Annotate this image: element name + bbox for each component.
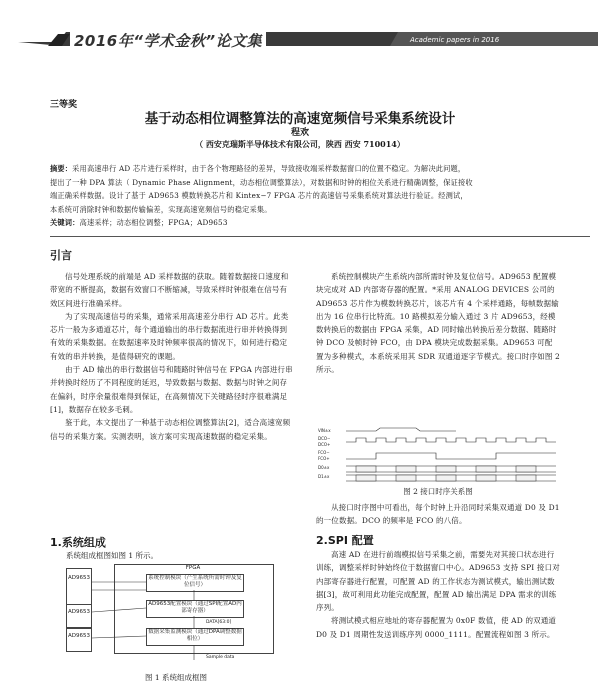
timing-label: FCO+ [318, 456, 330, 461]
paragraph: 为了实现高速信号的采集，通常采用高速差分串行 AD 芯片。此类芯片一般为多通道芯片，每个通道输出的串行数据流进行串并转换得到有效的采集数据。在数据速率及时钟频率很高的情况下，如何进行稳定有效的串并转换，是值得研究的课题。 [50, 311, 289, 361]
paragraph: 从接口时序图中可看出，每个时钟上升沿同时采集双通道 D0 及 D1 的一位数据。DCO 的频率是 FCO 的八倍。 [316, 503, 560, 526]
section1-text: 系统组成框图如图 1 所示。 [66, 551, 159, 560]
adc-block: AD9653 [66, 604, 92, 628]
affiliation: （ 西安克瑞斯半导体技术有限公司，陕西 西安 710014） [195, 139, 405, 149]
data-acquisition-block: 数据采集监测模块（通过DPA调整数据相位） [146, 628, 244, 646]
divider [50, 236, 590, 237]
right-column-text [316, 270, 560, 376]
output-label: Sample data [206, 655, 235, 660]
journal-subtitle: Academic papers in 2016 [410, 36, 500, 44]
author: 程欢 [290, 128, 309, 138]
paragraph: 由于 AD 输出的串行数据信号和随路时钟信号在 FPGA 内部进行串并转换时经历了不同程度的延迟，导致数据与数据、数据与时钟之间存在偏斜，时序余量很难得到保证，在高频情况下关键路径时序很难满足[1]，数据存在较多毛刺。 [50, 365, 293, 414]
abstract-line: 本系统可消除时钟和数据传输偏差，实现高速宽频信号的稳定采集。 [50, 204, 272, 214]
abstract-line: 摘要：采用高速串行 AD 芯片进行采样时，由于各个物理路径的差异，导致接收端采样数据窗口的位置不稳定。为解决此问题， [50, 164, 466, 173]
paragraph: 将测试模式相应地址的寄存器配置为 0x0F 数值，使 AD 的双通道 D0 及 D1 周期性发送训练序列 0000_1111。配置流程如图 3 所示。 [316, 616, 557, 639]
paragraph: 系统控制模块产生系统内部所需时钟及复位信号。AD9653 配置模块完成对 AD 内部寄存器的配置。*采用 ANALOG DEVICES 公司的 AD9653 芯片作为模数转换芯片，该芯片有 4 个采样通路，每帧数据输出为 16 位串行比特流。10 路模拟差分输入通过 3 片 AD9653，经模数转换后的数据由 FPGA 采集，AD 同时输出转换后差分数据、随路时钟 DCO 及帧时钟 FCO，由 DPA 模块完成数据采集。AD9653 可配置为多种模式，本系统采用其 SDR 双通道逐字节模式。接口时序如图 2 所示。 [316, 272, 560, 375]
intro-heading: 引言 [50, 249, 72, 262]
paragraph: 鉴于此，本文提出了一种基于动态相位调整算法[2]，适合高速宽频信号的采集方案。实测表明，该方案可实现高速数据的稳定采集。 [50, 418, 291, 441]
keywords: 关键词：高速采样；动态相位调整；FPGA；AD9653 [50, 218, 228, 228]
adc-block: AD9653 [66, 568, 92, 606]
section2-heading: 2.SPI 配置 [316, 534, 374, 547]
intro-body [50, 270, 294, 443]
keywords-label: 关键词： [50, 218, 80, 228]
award-label: 三等奖 [50, 100, 78, 110]
bus-label: DATA[63:0] [206, 620, 232, 625]
paragraph: 信号处理系统的前端是 AD 采样数据的获取。随着数据接口速度和带宽的不断提高，数据有效窗口不断缩减，导致采样时钟很难在信号有效区间进行准确采样。 [50, 272, 289, 308]
abstract [50, 162, 590, 230]
paper-title: 基于动态相位调整算法的高速宽频信号采集系统设计 [144, 111, 456, 127]
timing-label: VIN±x [318, 428, 331, 433]
adc-block: AD9653 [66, 628, 92, 652]
section2-body [316, 548, 560, 641]
timing-label: DCO− [318, 436, 331, 441]
section1-heading: 1.系统组成 [50, 536, 106, 549]
system-control-block: 系统控制模块（产生系统所需时钟及复位信号） [146, 574, 244, 592]
fig2-explanation [316, 501, 560, 528]
timing-diagram [316, 426, 560, 482]
diagram-connectors [66, 564, 286, 664]
paragraph: 高速 AD 在进行前端模拟信号采集之前，需要先对其接口状态进行训练，调整采样时钟始终位于数据窗口中心。AD9653 支持 SPI 接口对内部寄存器进行配置，可配置 AD 的工作状态为测试模式，输出测试数据[3]，故可利用此功能完成配置，配置 AD 输出满足 DPA 需求的训练序列。 [316, 550, 560, 613]
ad-config-block: AD9653配置模块（通过SPI配置AD内部寄存器） [146, 600, 244, 618]
fig2-caption: 图 2 接口时序关系图 [403, 487, 473, 496]
timing-label: D0±x [318, 465, 330, 470]
abstract-line: 提出了一种 DPA 算法（ Dynamic Phase Alignment，动态相位调整算法），对数据和时钟的相位关系进行精确调整，保证接收 [50, 177, 473, 187]
timing-label: D1±x [318, 474, 330, 479]
timing-label: FCO− [318, 450, 330, 455]
abstract-line: 端正确采样数据。设计了基于 AD9653 模数转换芯片和 Kintex−7 FPGA 芯片的高速信号采集系统对算法进行验证。经测试， [50, 191, 468, 201]
fig1-caption: 图 1 系统组成框图 [144, 673, 208, 682]
timing-label: DCO+ [318, 442, 331, 447]
journal-title: 2016年“学术金秋”论文集 [70, 30, 266, 51]
system-block-diagram [66, 564, 286, 664]
abstract-label: 摘要： [50, 164, 73, 173]
fpga-label: FPGA [185, 565, 201, 571]
